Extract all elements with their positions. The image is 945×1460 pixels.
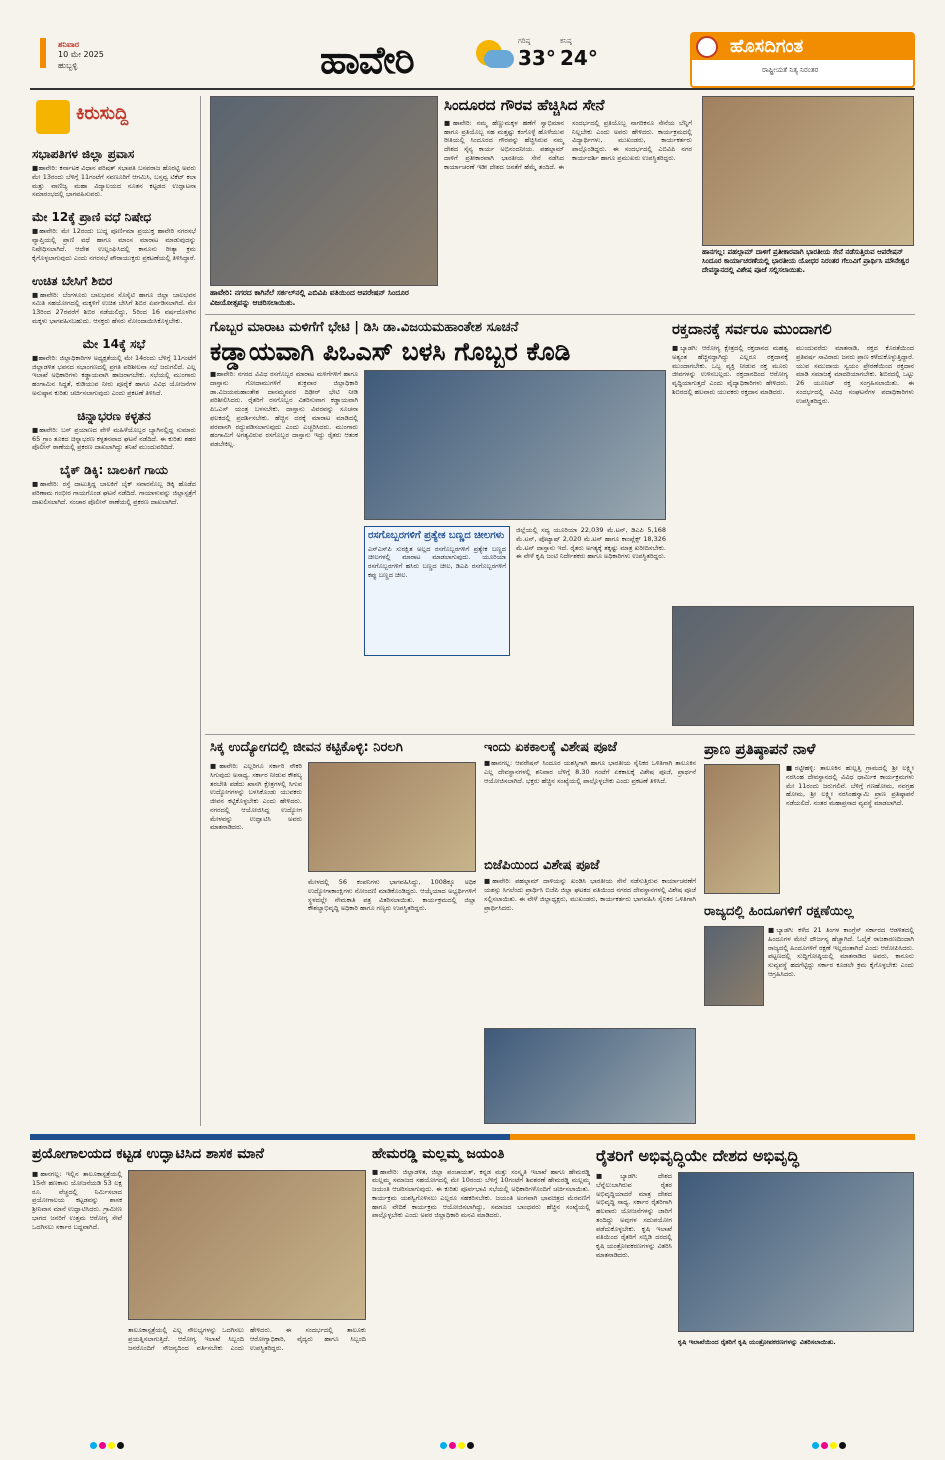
header-rule [30, 88, 915, 90]
bottom-orange-bar [510, 1134, 915, 1140]
temp-min: 24° [560, 46, 598, 70]
hindu-headline: ರಾಜ್ಯದಲ್ಲಿ ಹಿಂದೂಗಳಿಗೆ ರಕ್ಷಣೆಯಿಲ್ಲ [704, 904, 854, 919]
fertilizer-body: ■ಹಾವೇರಿ: ನಗರದ ವಿವಿಧ ರಸಗೊಬ್ಬರ ಮಾರಾಟ ಮಳಿಗೆಗಳಿಗೆ ಹಾಗೂ ದಾಸ್ತಾನು ಗೋದಾಮುಗಳಿಗೆ ಶುಕ್ರವಾರ ಜಿಲ್ಲಾಧಿಕಾರಿ ಡಾ.ವಿಜಯಮಹಾಂತೇಶ ದಾನಮ್ಮನವರ ದಿಢೀರ್ ಭೇಟಿ ನೀಡಿ ಪರಿಶೀಲಿಸಿದರು. ರೈತರಿಗೆ ರಸಗೊಬ್ಬರ ವಿತರಿಸುವಾಗ ಕಡ್ಡಾಯವಾಗಿ ಪಿಒಎಸ್ ಯಂತ್ರ ಬಳಸಬೇಕು. ದಾಸ್ತಾನು ವಿವರವನ್ನು ಸೂಚನಾ ಫಲಕದಲ್ಲಿ ಪ್ರದರ್ಶಿಸಬೇಕು. ಹೆಚ್ಚಿನ ದರಕ್ಕೆ ಮಾರಾಟ ಮಾಡಿದಲ್ಲಿ ಪರವಾನಗಿ ರದ್ದುಪಡಿಸಲಾಗುವುದು ಎಂದು ಎಚ್ಚರಿಸಿದರು. ಮುಂಗಾರು ಹಂಗಾಮಿಗೆ ಅಗತ್ಯವಿರುವ ರಸಗೊಬ್ಬರ ದಾಸ್ತಾನು ಇದ್ದು ರೈತರು ಆತಂಕ ಪಡಬೇಕಿಲ್ಲ. [210, 370, 358, 449]
lab-headline: ಪ್ರಯೋಗಾಲಯದ ಕಟ್ಟಡ ಉದ್ಘಾಟಿಸಿದ ಶಾಸಕ ಮಾನೆ [32, 1146, 264, 1162]
bjp-body: ■ಹಾವೇರಿ: ಪಹಲ್ಗಾಮ್ ದಾಳಿಯನ್ನು ಖಂಡಿಸಿ ಭಾರತೀಯ ಸೇನೆ ನಡೆಸುತ್ತಿರುವ ಕಾರ್ಯಾಚರಣೆಗೆ ಯಶಸ್ಸು ಸಿಗಲೆಂದು ಪ್ರಾರ್ಥಿಸಿ ಬಿಜೆಪಿ ಜಿಲ್ಲಾ ಘಟಕದ ವತಿಯಿಂದ ನಗರದ ದೇವಸ್ಥಾನಗಳಲ್ಲಿ ವಿಶೇಷ ಪೂಜೆ ಸಲ್ಲಿಸಲಾಯಿತು. ಈ ವೇಳೆ ಜಿಲ್ಲಾಧ್ಯಕ್ಷರು, ಮುಖಂಡರು, ಕಾರ್ಯಕರ್ತರು ಭಾಗವಹಿಸಿ ಸೈನಿಕರ ಒಳಿತಿಗಾಗಿ ಪ್ರಾರ್ಥಿಸಿದರು. [484, 877, 696, 912]
fertilizer-story [210, 320, 666, 730]
lab-story [32, 1146, 366, 1436]
brand-logo [690, 32, 915, 88]
place-label: ಹುಬ್ಬಳ್ಳಿ [58, 60, 78, 70]
sindhoor-story [444, 96, 692, 311]
brief-body: ■ಹಾವೇರಿ: ಬಸ್ ಪ್ರಯಾಣದ ವೇಳೆ ಮಹಿಳೆಯೊಬ್ಬರ ಬ್ಯಾಗಿನಲ್ಲಿದ್ದ ಸುಮಾರು 65 ಗ್ರಾಂ ತೂಕದ ಚಿನ್ನಾಭರಣ ಕಳ್ಳತನವಾದ ಘಟನೆ ನಡೆದಿದೆ. ಈ ಕುರಿತು ಶಹರ ಪೊಲೀಸ್ ಠಾಣೆಯಲ್ಲಿ ಪ್ರಕರಣ ದಾಖಲಾಗಿದ್ದು ತನಿಖೆ ಮುಂದುವರಿದಿದೆ. [32, 425, 196, 452]
brand-name: ಹೊಸದಿಗಂತ [730, 36, 804, 57]
blood-body: ■ಬ್ಯಾಡಗಿ: ಆರೋಗ್ಯ ಕ್ಷೇತ್ರದಲ್ಲಿ ರಕ್ತದಾನದ ಮಹತ್ವ ಅತ್ಯಂತ ಹೆಚ್ಚಿನದ್ದಾಗಿದ್ದು ಎಲ್ಲರೂ ರಕ್ತದಾನಕ್ಕೆ ಮುಂದಾಗಬೇಕು. ಒಬ್ಬ ವ್ಯಕ್ತಿ ನೀಡುವ ರಕ್ತ ಮೂರು ಜೀವಗಳನ್ನು ಉಳಿಸಬಲ್ಲದು. ರಕ್ತದಾನದಿಂದ ಆರೋಗ್ಯ ವೃದ್ಧಿಯಾಗುತ್ತದೆ ಎಂದು ವೈದ್ಯಾಧಿಕಾರಿಗಳು ಹೇಳಿದರು. ಶಿಬಿರದಲ್ಲಿ ಹಲವಾರು ಯುವಕರು ರಕ್ತದಾನ ಮಾಡಿದರು. [672, 344, 788, 396]
brief-body: ■ಹಾವೇರಿ: ಜಿಲ್ಲಾಧಿಕಾರಿಗಳ ಅಧ್ಯಕ್ಷತೆಯಲ್ಲಿ ಮೇ 14ರಂದು ಬೆಳಿಗ್ಗೆ 11ಗಂಟೆಗೆ ಜಿಲ್ಲಾಡಳಿತ ಭವನದ ಸಭಾಂಗಣದಲ್ಲಿ ಪ್ರಗತಿ ಪರಿಶೀಲನಾ ಸಭೆ ಜರುಗಲಿದೆ. ಎಲ್ಲ ಇಲಾಖೆ ಅಧಿಕಾರಿಗಳು ಕಡ್ಡಾಯವಾಗಿ ಹಾಜರಾಗಬೇಕು. ಸಭೆಯಲ್ಲಿ ಮುಂಗಾರು ಹಂಗಾಮಿನ ಸಿದ್ಧತೆ, ಕುಡಿಯುವ ನೀರು ಪೂರೈಕೆ ಹಾಗೂ ವಿವಿಧ ಯೋಜನೆಗಳ ಅನುಷ್ಠಾನ ಕುರಿತು ಚರ್ಚಿಸಲಾಗುವುದು ಎಂದು ಪ್ರಕಟಣೆ ತಿಳಿಸಿದೆ. [32, 353, 196, 397]
registration-dots [440, 1442, 476, 1452]
brief-body: ■ಹಾವೇರಿ: ಮೇ 12ರಂದು ಬುದ್ಧ ಪೂರ್ಣಿಮಾ ಪ್ರಯುಕ್ತ ಹಾವೇರಿ ನಗರಸಭೆ ವ್ಯಾಪ್ತಿಯಲ್ಲಿ ಪ್ರಾಣಿ ವಧೆ ಹಾಗೂ ಮಾಂಸ ಮಾರಾಟ ಮಾಡುವುದನ್ನು ನಿಷೇಧಿಸಲಾಗಿದೆ. ಆದೇಶ ಉಲ್ಲಂಘಿಸಿದಲ್ಲಿ ಕಾನೂನು ರೀತ್ಯಾ ಕ್ರಮ ಕೈಗೊಳ್ಳಲಾಗುವುದು ಎಂದು ನಗರಸಭೆ ಪೌರಾಯುಕ್ತರು ಪ್ರಕಟಣೆಯಲ್ಲಿ ತಿಳಿಸಿದ್ದಾರೆ. [32, 227, 196, 262]
blood-headline: ರಕ್ತದಾನಕ್ಕೆ ಸರ್ವರೂ ಮುಂದಾಗಲಿ [672, 320, 832, 338]
fertilizer-photo [364, 370, 666, 520]
job-story [210, 740, 476, 1130]
job-body-2: ಮೇಳದಲ್ಲಿ 56 ಕಂಪನಿಗಳು ಭಾಗವಹಿಸಿದ್ದು, 1008ಕ್ಕೂ ಅಧಿಕ ಉದ್ಯೋಗಾಕಾಂಕ್ಷಿಗಳು ನೋಂದಣಿ ಮಾಡಿಕೊಂಡಿದ್ದರು. ಆಯ್ಕೆಯಾದ ಅಭ್ಯರ್ಥಿಗಳಿಗೆ ಸ್ಥಳದಲ್ಲೇ ನೇಮಕಾತಿ ಪತ್ರ ವಿತರಿಸಲಾಯಿತು. ಕಾರ್ಯಕ್ರಮದಲ್ಲಿ ಜಿಲ್ಲಾ ಕೌಶಲ್ಯಾಭಿವೃದ್ಧಿ ಅಧಿಕಾರಿ ಹಾಗೂ ಗಣ್ಯರು ಉಪಸ್ಥಿತರಿದ್ದರು. [308, 878, 476, 913]
inset-body: ಎಸ್‌ಎಸ್‌ಪಿ ಸುರಕ್ಷಿತ ಅಲ್ಲದ ರಸಗೊಬ್ಬರಗಳಿಗೆ ಪ್ರತ್ಯೇಕ ಬಣ್ಣದ ಚೀಲಗಳಲ್ಲಿ ಮಾರಾಟ ಮಾಡಲಾಗುವುದು. ಯೂರಿಯಾ ರಸಗೊಬ್ಬರಗಳಿಗೆ ಹಸಿರು ಬಣ್ಣದ ಚೀಲ, ಡಿಎಪಿ ರಸಗೊಬ್ಬರಗಳಿಗೆ ಕಪ್ಪು ಬಣ್ಣದ ಚೀಲ. [368, 544, 506, 579]
brief-body: ■ಹಾವೇರಿ: ಬೆಂಗಳೂರು ಬಾಲಭವನ ಸೊಸೈಟಿ ಹಾಗೂ ಜಿಲ್ಲಾ ಬಾಲಭವನ ಸಮಿತಿ ಸಹಯೋಗದಲ್ಲಿ ಮಕ್ಕಳಿಗೆ ಉಚಿತ ಬೇಸಿಗೆ ಶಿಬಿರ ಏರ್ಪಡಿಸಲಾಗಿದೆ. ಮೇ 13ರಿಂದ 27ರವರೆಗೆ ಶಿಬಿರ ನಡೆಯಲಿದ್ದು, 5ರಿಂದ 16 ವರ್ಷದೊಳಗಿನ ಮಕ್ಕಳು ಭಾಗವಹಿಸಬಹುದು. ಆಸಕ್ತರು ಹೆಸರು ನೋಂದಾಯಿಸಿಕೊಳ್ಳಬೇಕು. [32, 290, 196, 325]
deity-photo [704, 764, 780, 894]
speaker-photo [704, 926, 764, 1006]
brief-headline: ಮೇ 12ಕ್ಕೆ ಪ್ರಾಣಿ ವಧೆ ನಿಷೇಧ [32, 210, 152, 225]
brief-body: ■ಹಾವೇರಿ: ರಸ್ತೆ ದಾಟುತ್ತಿದ್ದ ಬಾಲಕಿಗೆ ಬೈಕ್ ಸವಾರನೊಬ್ಬ ಡಿಕ್ಕಿ ಹೊಡೆದ ಪರಿಣಾಮ ಗಂಭೀರ ಗಾಯಗೊಂಡ ಘಟನೆ ನಡೆದಿದೆ. ಗಾಯಾಳುವನ್ನು ಜಿಲ್ಲಾಸ್ಪತ್ರೆಗೆ ದಾಖಲಿಸಲಾಗಿದೆ. ಸಂಚಾರ ಪೊಲೀಸ್ ಠಾಣೆಯಲ್ಲಿ ಪ್ರಕರಣ ದಾಖಲಾಗಿದೆ. [32, 480, 196, 506]
registration-dots [90, 1442, 126, 1452]
fertilizer-kicker: ಗೊಬ್ಬರ ಮಾರಾಟ ಮಳಿಗೆಗೆ ಭೇಟಿ | ಡಿಸಿ ಡಾ.ವಿಜಯಮಹಾಂತೇಶ ಸೂಚನೆ [210, 320, 519, 335]
row-divider [205, 734, 915, 735]
hindu-story [704, 904, 914, 1130]
hema-headline: ಹೇಮರಡ್ಡಿ ಮಲ್ಲಮ್ಮ ಜಯಂತಿ [372, 1146, 505, 1162]
job-body: ■ಹಾವೇರಿ: ಎಲ್ಲರಿಗೂ ಸರ್ಕಾರಿ ನೌಕರಿ ಸಿಗುವುದು ಅಸಾಧ್ಯ. ಸರ್ಕಾರ ನೀಡುವ ಕೌಶಲ್ಯ ತರಬೇತಿ ಪಡೆದು ಖಾಸಗಿ ಕ್ಷೇತ್ರಗಳಲ್ಲಿ ಸಿಗುವ ಉದ್ಯೋಗಗಳನ್ನು ಬಳಸಿಕೊಂಡು ಯುವಕರು ಜೀವನ ಕಟ್ಟಿಕೊಳ್ಳಬೇಕು ಎಂದು ಹೇಳಿದರು. ನಗರದಲ್ಲಿ ಆಯೋಜಿಸಿದ್ದ ಉದ್ಯೋಗ ಮೇಳವನ್ನು ಉದ್ಘಾಟಿಸಿ ಅವರು ಮಾತನಾಡಿದರು. [210, 762, 302, 832]
prana-headline: ಪ್ರಾಣ ಪ್ರತಿಷ್ಠಾಪನೆ ನಾಳೆ [704, 740, 816, 758]
column-divider [200, 96, 201, 1126]
temp-max: 33° [518, 46, 556, 70]
lab-photo [128, 1170, 366, 1320]
blood-body-2: ಮುಂದುವರೆದು ಮಾತನಾಡಿ, ರಕ್ತದ ಕೊರತೆಯಿಂದ ಪ್ರತಿವರ್ಷ ಸಾವಿರಾರು ಜನರು ಪ್ರಾಣ ಕಳೆದುಕೊಳ್ಳುತ್ತಿದ್ದಾರೆ. ಯುವ ಸಮುದಾಯ ಸ್ವಯಂ ಪ್ರೇರಣೆಯಿಂದ ರಕ್ತದಾನ ಮಾಡಿ ಸಮಾಜಕ್ಕೆ ಮಾದರಿಯಾಗಬೇಕು. ಶಿಬಿರದಲ್ಲಿ ಒಟ್ಟು 26 ಯೂನಿಟ್ ರಕ್ತ ಸಂಗ್ರಹಿಸಲಾಯಿತು. ಈ ಸಂದರ್ಭದಲ್ಲಿ ವಿವಿಧ ಸಂಘಟನೆಗಳ ಪದಾಧಿಕಾರಿಗಳು ಉಪಸ್ಥಿತರಿದ್ದರು. [796, 344, 914, 405]
temple-caption: ಹಾನಗಲ್ಲ: ಪಹಲ್ಗಾಮ್ ದಾಳಿಗೆ ಪ್ರತೀಕಾರವಾಗಿ ಭಾರತೀಯ ಸೇನೆ ನಡೆಸುತ್ತಿರುವ ಆಪರೇಷನ್ ಸಿಂದೂರ ಕಾರ್ಯಾಚರಣೆಯಲ್ಲಿ ಭಾರತೀಯ ಯೋಧರ ನಿರಂತರ ಗೆಲುವಿಗೆ ಪ್ರಾರ್ಥಿಸಿ ಮೌನೇಶ್ವರ ದೇವಸ್ಥಾನದಲ್ಲಿ ವಿಶೇಷ ಪೂಜೆ ಸಲ್ಲಿಸಲಾಯಿತು. [702, 248, 910, 275]
header-accent [40, 38, 46, 68]
sindhoor-body: ■ಹಾವೇರಿ: ನಮ್ಮ ಹೆಣ್ಣುಮಕ್ಕಳ ಹಣೆಗೆ ಸ್ವಾಭಿಮಾನ ಹಾಗೂ ಪ್ರತಿಯೊಬ್ಬ ಸಹ ಮತ್ತಷ್ಟು ಕಂಗೊಳ್ಳೆ ಹೊಳೆಯುವ ರೀತಿಯಲ್ಲಿ ಸಿಂದೂರದ ಗೌರವನ್ನು ಹೆಚ್ಚಿಸಿರುವ ನಮ್ಮ ದೇಶದ ಸೈನ್ಯ ಕಾರ್ಯ ಅಭಿನಂದನೀಯ. ಪಹಲ್ಗಾಮ್ ದಾಳಿಗೆ ಪ್ರತೀಕಾರವಾಗಿ ಭಾರತೀಯ ಸೇನೆ ನಡೆಸಿದ ಕಾರ್ಯಾಚರಣೆ ಇಡೀ ದೇಶದ ಜನತೆಗೆ ಹೆಮ್ಮೆ ತಂದಿದೆ. ಈ ಸಂದರ್ಭದಲ್ಲಿ ಪ್ರತಿಯೊಬ್ಬ ನಾಗರಿಕನೂ ಸೇನೆಯ ಬೆನ್ನಿಗೆ ನಿಲ್ಲಬೇಕು ಎಂದು ಅವರು ಹೇಳಿದರು. ಕಾರ್ಯಕ್ರಮದಲ್ಲಿ ವಿದ್ಯಾರ್ಥಿಗಳು, ಮುಖಂಡರು, ಕಾರ್ಯಕರ್ತರು ಪಾಲ್ಗೊಂಡಿದ್ದರು. ಈ ಸಂದರ್ಭದಲ್ಲಿ ಎಬಿವಿಪಿ ನಗರ ಕಾರ್ಯದರ್ಶಿ ಹಾಗೂ ಪ್ರಮುಖರು ಉಪಸ್ಥಿತರಿದ್ದರು. [444, 118, 692, 171]
brief-headline: ಸಭಾಪತಿಗಳ ಜಿಲ್ಲಾ ಪ್ರವಾಸ [32, 147, 135, 161]
puja-story [484, 740, 696, 860]
page-title: ಹಾವೇರಿ [320, 37, 414, 82]
lab-body: ■ಹಾನಗಲ್ಲ: ಇಲ್ಲಿನ ತಾಲೂಕಾಸ್ಪತ್ರೆಯಲ್ಲಿ 15ನೇ ಹಣಕಾಸು ಯೋಜನೆಯಡಿ 53 ಲಕ್ಷ ರೂ. ವೆಚ್ಚದಲ್ಲಿ ನಿರ್ಮಿಸಲಾದ ಪ್ರಯೋಗಾಲಯ ಕಟ್ಟಡವನ್ನು ಶಾಸಕ ಶ್ರೀನಿವಾಸ ಮಾನೆ ಉದ್ಘಾಟಿಸಿದರು. ಗ್ರಾಮೀಣ ಭಾಗದ ಜನರಿಗೆ ಉತ್ತಮ ಆರೋಗ್ಯ ಸೇವೆ ಒದಗಿಸಲು ಸರ್ಕಾರ ಬದ್ಧವಾಗಿದೆ. [32, 1170, 122, 1231]
brief-headline: ಚಿನ್ನಾಭರಣ ಕಳ್ಳತನ [77, 408, 151, 423]
registration-dots [812, 1442, 848, 1452]
date-label: 10 ಮೇ 2025 [58, 50, 104, 60]
fertilizer-headline: ಕಡ್ಡಾಯವಾಗಿ ಪಿಒಎಸ್ ಬಳಸಿ ಗೊಬ್ಬರ ಕೊಡಿ [210, 337, 571, 367]
weather-widget [470, 36, 598, 86]
kiru-title: ಕಿರುಸುದ್ದಿ [76, 103, 129, 124]
bjp-story [484, 858, 696, 1128]
farm-story [596, 1146, 914, 1436]
abvp-caption: ಹಾವೇರಿ: ನಗರದ ಕಾಗಿನೆಲೆ ಸರ್ಕಲ್‌ನಲ್ಲಿ ಎಬಿವಿಪಿ ವತಿಯಿಂದ ಆಪರೇಷನ್ ಸಿಂದೂರ ವಿಜಯೋತ್ಸವನ್ನು ಆಚರಿಸಲಾಯಿತು. [210, 288, 409, 307]
fertilizer-body-2: ಜಿಲ್ಲೆಯಲ್ಲಿ ಸದ್ಯ ಯೂರಿಯಾ 22,039 ಮೆ.ಟನ್, ಡಿಎಪಿ 5,168 ಮೆ.ಟನ್, ಪೊಟ್ಯಾಷ್ 2,020 ಮೆ.ಟನ್ ಹಾಗೂ ಕಾಂಪ್ಲೆಕ್ಸ್ 18,326 ಮೆ.ಟನ್ ದಾಸ್ತಾನು ಇದೆ. ರೈತರು ಅಗತ್ಯಕ್ಕೆ ತಕ್ಕಷ್ಟು ಮಾತ್ರ ಖರೀದಿಸಬೇಕು. ಈ ವೇಳೆ ಕೃಷಿ ಜಂಟಿ ನಿರ್ದೇಶಕರು ಹಾಗೂ ಅಧಿಕಾರಿಗಳು ಉಪಸ್ಥಿತರಿದ್ದರು. [516, 526, 666, 561]
temple-photo [702, 96, 914, 246]
farm-body: ■ಬ್ಯಾಡಗಿ: ದೇಶದ ಬೆನ್ನೆಲುಬಾಗಿರುವ ರೈತರ ಅಭಿವೃದ್ಧಿಯಾದರೆ ಮಾತ್ರ ದೇಶದ ಅಭಿವೃದ್ಧಿ ಸಾಧ್ಯ. ಸರ್ಕಾರ ರೈತರಿಗಾಗಿ ಹಲವಾರು ಯೋಜನೆಗಳನ್ನು ಜಾರಿಗೆ ತಂದಿದ್ದು ಅವುಗಳ ಸದುಪಯೋಗ ಪಡೆದುಕೊಳ್ಳಬೇಕು. ಕೃಷಿ ಇಲಾಖೆ ವತಿಯಿಂದ ರೈತರಿಗೆ ಸಬ್ಸಿಡಿ ದರದಲ್ಲಿ ಕೃಷಿ ಯಂತ್ರೋಪಕರಣಗಳನ್ನು ವಿತರಿಸಿ ಮಾತನಾಡಿದರು. [596, 1172, 672, 1259]
abvp-photo [210, 96, 438, 286]
brief-headline: ಉಚಿತ ಬೇಸಿಗೆ ಶಿಬಿರ [32, 273, 113, 288]
brief-body: ■ಹಾವೇರಿ: ಕರ್ನಾಟಕ ವಿಧಾನ ಪರಿಷತ್ ಸಭಾಪತಿ ಬಸವರಾಜ ಹೊರಟ್ಟಿ ಅವರು ಮೇ 13ರಂದು ಬೆಳಿಗ್ಗೆ 11ಗಂಟೆಗೆ ಸವಣೂರಿಗೆ ಆಗಮಿಸಿ, ಬಸ್ತವ್ವ ಟಿಕೆಟ್ ಕಲಾ ಮತ್ತು ವಾಣಿಜ್ಯ ಮಹಾ ವಿದ್ಯಾಲಯದ ನೂತನ ಕಟ್ಟಡದ ಉದ್ಘಾಟನಾ ಸಮಾರಂಭದಲ್ಲಿ ಭಾಗವಹಿಸುವರು. [32, 164, 196, 199]
day-label: ಶನಿವಾರ [58, 40, 80, 49]
bjp-photo [484, 1028, 696, 1124]
blood-story [672, 320, 914, 730]
temp-min-label: ಕನಿಷ್ಠ [560, 37, 572, 45]
bjp-headline: ಬಿಜೆಪಿಯಿಂದ ವಿಶೇಷ ಪೂಜೆ [484, 858, 600, 873]
farm-headline: ರೈತರಿಗೆ ಅಭಿವೃದ್ಧಿಯೇ ದೇಶದ ಅಭಿವೃದ್ಧಿ [596, 1146, 799, 1165]
brand-tagline: ರಾಷ್ಟ್ರೀಯತೆ ನಿತ್ಯ ನಿರಂತರ [762, 66, 819, 74]
cloud-icon [484, 50, 514, 68]
lamp-icon [696, 36, 718, 58]
fertilizer-inset [364, 526, 510, 656]
lab-body-2: ತಾಲೂಕಾಸ್ಪತ್ರೆಯಲ್ಲಿ ಎಲ್ಲ ಸೌಲಭ್ಯಗಳನ್ನು ಒದಗಿಸಲು ಪ್ರಯತ್ನಿಸಲಾಗುತ್ತಿದೆ. ಆರೋಗ್ಯ ಇಲಾಖೆ ಸಿಬ್ಬಂದಿ ಜನರೊಂದಿಗೆ ಸೌಜನ್ಯದಿಂದ ವರ್ತಿಸಬೇಕು ಎಂದು ಹೇಳಿದರು. ಈ ಸಂದರ್ಭದಲ್ಲಿ ತಾಲೂಕು ಆರೋಗ್ಯಾಧಿಕಾರಿ, ವೈದ್ಯರು ಹಾಗೂ ಸಿಬ್ಬಂದಿ ಉಪಸ್ಥಿತರಿದ್ದರು. [128, 1326, 366, 1352]
farm-photo [678, 1172, 914, 1332]
puja-body: ■ಹಾನಗಲ್ಲ: ಆಪರೇಷನ್ ಸಿಂದೂರ ಯಶಸ್ಸಿಗಾಗಿ ಹಾಗೂ ಭಾರತೀಯ ಸೈನಿಕರ ಒಳಿತಿಗಾಗಿ ತಾಲೂಕಿನ ಎಲ್ಲ ದೇವಸ್ಥಾನಗಳಲ್ಲಿ ಶನಿವಾರ ಬೆಳಿಗ್ಗೆ 8.30 ಗಂಟೆಗೆ ಏಕಕಾಲಕ್ಕೆ ವಿಶೇಷ ಪೂಜೆ, ಪ್ರಾರ್ಥನೆ ಆಯೋಜಿಸಲಾಗಿದೆ. ಭಕ್ತರು ಹೆಚ್ಚಿನ ಸಂಖ್ಯೆಯಲ್ಲಿ ಪಾಲ್ಗೊಳ್ಳಬೇಕು ಎಂದು ಪ್ರಕಟಣೆ ತಿಳಿಸಿದೆ. [484, 759, 696, 785]
hema-body: ■ಹಾವೇರಿ: ಜಿಲ್ಲಾಡಳಿತ, ಜಿಲ್ಲಾ ಪಂಚಾಯತ್, ಕನ್ನಡ ಮತ್ತು ಸಂಸ್ಕೃತಿ ಇಲಾಖೆ ಹಾಗೂ ಹೇಮರಡ್ಡಿ ಮಲ್ಲಮ್ಮ ಸಮಾಜದ ಸಹಯೋಗದಲ್ಲಿ ಮೇ 10ರಂದು ಬೆಳಿಗ್ಗೆ 10ಗಂಟೆಗೆ ಶಿವಶರಣೆ ಹೇಮರಡ್ಡಿ ಮಲ್ಲಮ್ಮ ಜಯಂತಿ ಆಚರಿಸಲಾಗುವುದು. ಈ ಕುರಿತು ಪೂರ್ವಭಾವಿ ಸಭೆಯಲ್ಲಿ ಅಧಿಕಾರಿಗಳೊಂದಿಗೆ ಚರ್ಚಿಸಲಾಯಿತು. ಕಾರ್ಯಕ್ರಮ ಯಶಸ್ವಿಗೊಳಿಸಲು ಎಲ್ಲರೂ ಸಹಕರಿಸಬೇಕು. ಜಯಂತಿ ಅಂಗವಾಗಿ ಭಾವಚಿತ್ರದ ಮೆರವಣಿಗೆ ಹಾಗೂ ವೇದಿಕೆ ಕಾರ್ಯಕ್ರಮ ಆಯೋಜಿಸಲಾಗಿದ್ದು, ಸಮಾಜದ ಬಾಂಧವರು ಹೆಚ್ಚಿನ ಸಂಖ್ಯೆಯಲ್ಲಿ ಪಾಲ್ಗೊಳ್ಳಬೇಕು ಎಂದು ಅಪರ ಜಿಲ್ಲಾಧಿಕಾರಿ ಮನವಿ ಮಾಡಿದರು. [372, 1167, 590, 1220]
temp-max-label: ಗರಿಷ್ಠ [518, 37, 531, 45]
row-divider [205, 314, 915, 315]
prana-body: ■ರಟ್ಟೀಹಳ್ಳಿ: ತಾಲೂಕಿನ ಹುಲ್ಲತ್ತಿ ಗ್ರಾಮದಲ್ಲಿ ಶ್ರೀ ಲಕ್ಷ್ಮೀ ನರಸಿಂಹ ದೇವಸ್ಥಾನದಲ್ಲಿ ವಿವಿಧ ಧಾರ್ಮಿಕ ಕಾರ್ಯಕ್ರಮಗಳು ಮೇ 11ರಂದು ಜರುಗಲಿವೆ. ಬೆಳಿಗ್ಗೆ ಗಣಹೋಮ, ನವಗ್ರಹ ಹೋಮ, ಶ್ರೀ ಲಕ್ಷ್ಮೀ ನರಸಿಂಹಸ್ವಾಮಿ ಪ್ರಾಣ ಪ್ರತಿಷ್ಠಾಪನೆ ನಡೆಯಲಿದೆ. ನಂತರ ಮಹಾಪ್ರಸಾದ ವ್ಯವಸ್ಥೆ ಮಾಡಲಾಗಿದೆ. [786, 764, 914, 808]
puja-headline: ಇಂದು ಏಕಕಾಲಕ್ಕೆ ವಿಶೇಷ ಪೂಜೆ [484, 740, 617, 755]
kiru-header [32, 96, 192, 140]
farm-caption: ಕೃಷಿ ಇಲಾಖೆಯಿಂದ ರೈತರಿಗೆ ಕೃಷಿ ಯಂತ್ರೋಪಕರಣಗಳನ್ನು ವಿತರಿಸಲಾಯಿತು. [678, 1338, 836, 1346]
brief-headline: ಬೈಕ್ ಡಿಕ್ಕಿ: ಬಾಲಕಿಗೆ ಗಾಯ [59, 463, 168, 478]
hand-icon [36, 100, 70, 134]
blood-photo [672, 606, 914, 726]
job-headline: ಸಿಕ್ಕ ಉದ್ಯೋಗದಲ್ಲಿ ಜೀವನ ಕಟ್ಟಿಕೊಳ್ಳಿ: ನಿರಲಗಿ [210, 740, 403, 755]
inset-headline: ರಸಗೊಬ್ಬರಗಳಿಗೆ ಪ್ರತ್ಯೇಕ ಬಣ್ಣದ ಚೀಲಗಳು [368, 530, 505, 541]
header-date [58, 40, 138, 71]
brief-headline: ಮೇ 14ಕ್ಕೆ ಸಭೆ [82, 336, 146, 351]
bottom-blue-bar [30, 1134, 510, 1140]
prana-story [704, 740, 914, 900]
sindhoor-headline: ಸಿಂದೂರದ ಗೌರವ ಹೆಚ್ಚಿಸಿದ ಸೇನೆ [444, 96, 605, 114]
hema-story [372, 1146, 590, 1436]
job-photo [308, 762, 476, 872]
hindu-body: ■ಬ್ಯಾಡಗಿ: ಕಳೆದ 21 ತಿಂಗಳ ಕಾಂಗ್ರೆಸ್ ಸರ್ಕಾರದ ಆಡಳಿತದಲ್ಲಿ ಹಿಂದೂಗಳ ಮೇಲೆ ದೌರ್ಜನ್ಯ ಹೆಚ್ಚಾಗಿದೆ. ಓಲೈಕೆ ರಾಜಕಾರಣದಿಂದಾಗಿ ರಾಜ್ಯದಲ್ಲಿ ಹಿಂದೂಗಳಿಗೆ ರಕ್ಷಣೆ ಇಲ್ಲದಂತಾಗಿದೆ ಎಂದು ಆರೋಪಿಸಿದರು. ಪಟ್ಟಣದಲ್ಲಿ ಸುದ್ದಿಗೋಷ್ಠಿಯಲ್ಲಿ ಮಾತನಾಡಿದ ಅವರು, ಕಾನೂನು ಸುವ್ಯವಸ್ಥೆ ಹದಗೆಟ್ಟಿದ್ದು ಸರ್ಕಾರ ಕೂಡಲೇ ಕ್ರಮ ಕೈಗೊಳ್ಳಬೇಕು ಎಂದು ಆಗ್ರಹಿಸಿದರು. [768, 926, 914, 978]
